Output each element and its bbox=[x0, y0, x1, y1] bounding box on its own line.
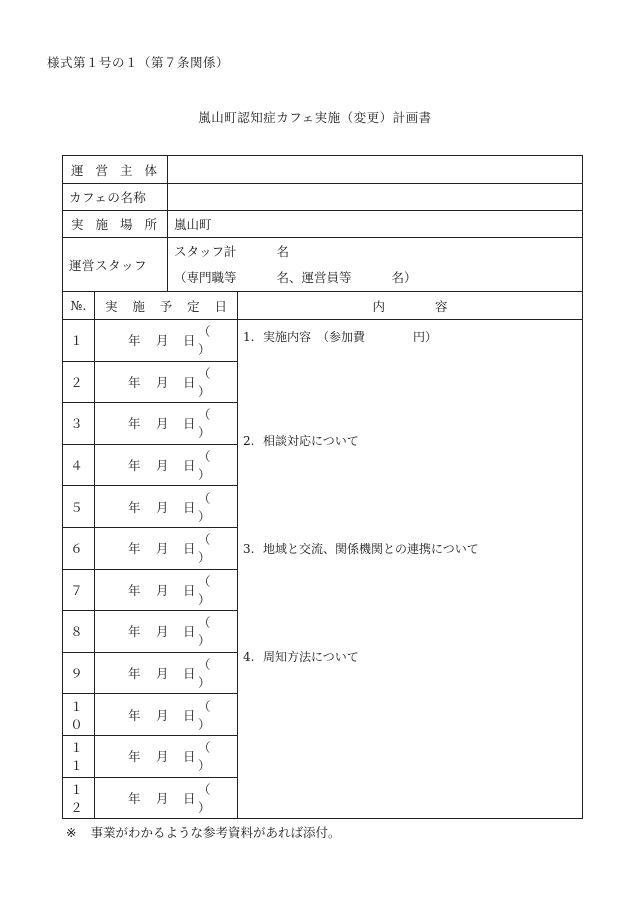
date-field[interactable] bbox=[95, 527, 238, 569]
date-paren-label: （ ） bbox=[198, 449, 219, 483]
content-item: 3. 地域と交流、関係機関との連携について bbox=[243, 542, 479, 556]
date-month-label: 月 bbox=[156, 790, 169, 806]
row-number: ７ bbox=[63, 569, 95, 611]
row-number: ４ bbox=[63, 444, 95, 486]
content-item: 2. 相談対応について bbox=[243, 434, 359, 448]
date-month-label: 月 bbox=[156, 333, 169, 349]
date-month-label: 月 bbox=[156, 416, 169, 432]
date-paren-label: （ ） bbox=[198, 407, 219, 441]
row-number: ３ bbox=[63, 403, 95, 445]
row-number: １２ bbox=[63, 777, 95, 819]
date-day-label: 日 bbox=[183, 624, 196, 640]
date-day-label: 日 bbox=[183, 333, 196, 349]
row-number: １０ bbox=[63, 694, 95, 736]
date-field[interactable] bbox=[95, 444, 238, 486]
date-field[interactable] bbox=[95, 652, 238, 694]
date-year-label: 年 bbox=[128, 790, 141, 806]
date-paren-label: （ ） bbox=[198, 740, 219, 774]
date-day-label: 日 bbox=[183, 582, 196, 598]
date-year-label: 年 bbox=[128, 624, 141, 640]
date-year-label: 年 bbox=[128, 541, 141, 557]
no-header: №. bbox=[63, 292, 95, 320]
staff-breakdown-line: （専門職等 名、運営員等 名） bbox=[174, 269, 417, 285]
date-paren-label: （ ） bbox=[198, 532, 219, 566]
plan-info-table bbox=[62, 155, 583, 292]
date-paren-label: （ ） bbox=[198, 657, 219, 691]
form-number: 様式第１号の１（第７条関係） bbox=[47, 55, 230, 70]
date-year-label: 年 bbox=[128, 416, 141, 432]
date-month-label: 月 bbox=[156, 624, 169, 640]
content-item: 1. 実施内容 （参加費 円） bbox=[243, 330, 438, 344]
row-number: １ bbox=[63, 320, 95, 362]
date-field[interactable] bbox=[95, 486, 238, 528]
date-month-label: 月 bbox=[156, 499, 169, 515]
schedule-row bbox=[63, 320, 583, 362]
operator-field[interactable] bbox=[168, 156, 583, 184]
staff-label: 運営スタッフ bbox=[63, 238, 168, 292]
date-field[interactable] bbox=[95, 694, 238, 736]
content-field[interactable] bbox=[238, 320, 583, 819]
date-month-label: 月 bbox=[156, 374, 169, 390]
date-day-label: 日 bbox=[183, 749, 196, 765]
date-paren-label: （ ） bbox=[198, 781, 219, 815]
staff-total-line: スタッフ計 名 bbox=[174, 243, 290, 259]
schedule-table bbox=[62, 291, 583, 819]
date-month-label: 月 bbox=[156, 458, 169, 474]
row-number: １１ bbox=[63, 735, 95, 777]
row-number: ９ bbox=[63, 652, 95, 694]
date-year-label: 年 bbox=[128, 458, 141, 474]
date-field[interactable] bbox=[95, 777, 238, 819]
date-day-label: 日 bbox=[183, 666, 196, 682]
date-day-label: 日 bbox=[183, 374, 196, 390]
date-year-label: 年 bbox=[128, 707, 141, 723]
date-year-label: 年 bbox=[128, 749, 141, 765]
location-label: 実 施 場 所 bbox=[63, 211, 168, 238]
row-number: ５ bbox=[63, 486, 95, 528]
date-field[interactable] bbox=[95, 611, 238, 653]
row-number: ６ bbox=[63, 527, 95, 569]
row-number: ２ bbox=[63, 361, 95, 403]
date-field[interactable] bbox=[95, 361, 238, 403]
attachment-note: ※ 事業がわかるような参考資料があれば添付。 bbox=[66, 825, 341, 840]
date-month-label: 月 bbox=[156, 749, 169, 765]
date-year-label: 年 bbox=[128, 499, 141, 515]
date-day-label: 日 bbox=[183, 416, 196, 432]
date-day-label: 日 bbox=[183, 499, 196, 515]
date-month-label: 月 bbox=[156, 582, 169, 598]
content-item: 4. 周知方法について bbox=[243, 650, 359, 664]
date-year-label: 年 bbox=[128, 582, 141, 598]
date-field[interactable] bbox=[95, 403, 238, 445]
date-year-label: 年 bbox=[128, 333, 141, 349]
date-day-label: 日 bbox=[183, 458, 196, 474]
date-month-label: 月 bbox=[156, 666, 169, 682]
date-paren-label: （ ） bbox=[198, 615, 219, 649]
cafe-name-field[interactable] bbox=[168, 184, 583, 211]
row-number: ８ bbox=[63, 611, 95, 653]
date-paren-label: （ ） bbox=[198, 490, 219, 524]
date-month-label: 月 bbox=[156, 541, 169, 557]
operator-label: 運 営 主 体 bbox=[63, 156, 168, 184]
date-header: 実 施 予 定 日 bbox=[95, 292, 238, 320]
date-day-label: 日 bbox=[183, 541, 196, 557]
date-year-label: 年 bbox=[128, 666, 141, 682]
date-year-label: 年 bbox=[128, 374, 141, 390]
staff-field[interactable] bbox=[168, 238, 583, 292]
document-title: 嵐山町認知症カフェ実施（変更）計画書 bbox=[198, 110, 432, 125]
date-paren-label: （ ） bbox=[198, 324, 219, 358]
cafe-name-label: カフェの名称 bbox=[63, 184, 168, 211]
date-field[interactable] bbox=[95, 320, 238, 362]
date-field[interactable] bbox=[95, 569, 238, 611]
content-header: 内 容 bbox=[238, 292, 583, 320]
date-field[interactable] bbox=[95, 735, 238, 777]
date-month-label: 月 bbox=[156, 707, 169, 723]
date-paren-label: （ ） bbox=[198, 698, 219, 732]
date-paren-label: （ ） bbox=[198, 365, 219, 399]
date-paren-label: （ ） bbox=[198, 573, 219, 607]
location-field[interactable]: 嵐山町 bbox=[168, 211, 583, 238]
date-day-label: 日 bbox=[183, 707, 196, 723]
date-day-label: 日 bbox=[183, 790, 196, 806]
